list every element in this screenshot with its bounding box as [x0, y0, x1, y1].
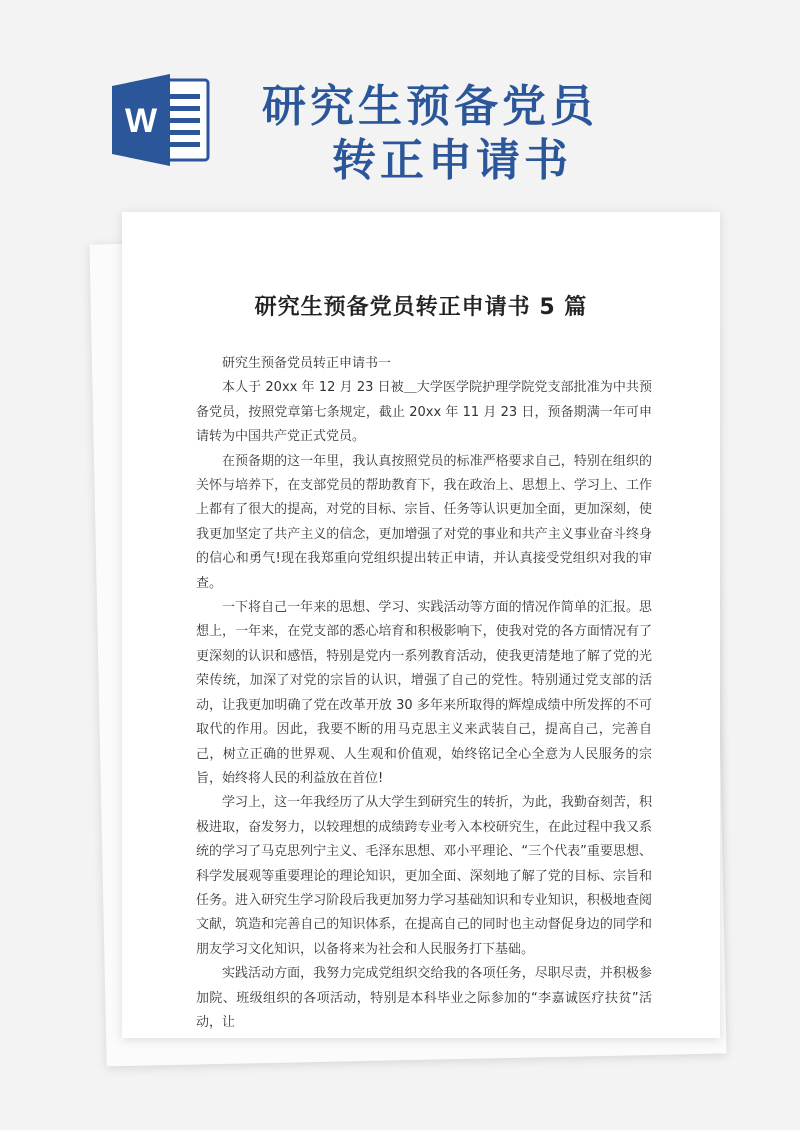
paragraph: 实践活动方面，我努力完成党组织交给我的各项任务，尽职尽责，并积极参加院、班级组织的各项活动，特别是本科毕业之际参加的“李嘉诚医疗扶贫”活动，让 — [196, 966, 652, 1030]
header-banner — [0, 0, 800, 210]
paragraph: 学习上，这一年我经历了从大学生到研究生的转折，为此，我勤奋刻苦，积极进取，奋发努力，以较理想的成绩跨专业考入本校研究生，在此过程中我又系统的学习了马克思列宁主义、毛泽东思想、邓小平理论、“三个代表”重要思想、科学发展观等重要理论的理论知识，更加全面、深刻地了解了党的目标、宗旨和任务。进入研究生学习阶段后我更加努力学习基础知识和专业知识，积极地查阅文献，筑造和完善自己的知识体系，在提高自己的同时也主动督促身边的同学和朋友学习文化知识，以备将来为社会和人民服务打下基础。 — [196, 795, 652, 957]
paragraph: 一下将自己一年来的思想、学习、实践活动等方面的情况作简单的汇报。思想上，一年来，在党支部的悉心培育和积极影响下，使我对党的各方面情况有了更深刻的认识和感悟，特别是党内一系列教育活动，使我更清楚地了解了党的光荣传统，加深了对党的宗旨的认识，增强了自己的党性。特别通过党支部的活动，让我更加明确了党在改革开放 30 多年来所取得的辉煌成绩中所发挥的不可取代的作用。因此，我要不断的用马克思主义来武装自己，提高自己，完善自己，树立正确的世界观、人生观和价值观，始终铭记全心全意为人民服务的宗旨，始终将人民的利益放在首位! — [196, 600, 652, 786]
paragraph: 本人于 20xx 年 12 月 23 日被＿大学医学院护理学院党支部批准为中共预备党员，按照党章第七条规定，截止 20xx 年 11 月 23 日，预备期满一年可申请转为中国共产党正式党员。 — [196, 380, 652, 445]
header-title-line1: 研究生预备党员 — [262, 81, 598, 132]
paragraph: 研究生预备党员转正申请书一 — [222, 356, 392, 371]
document-title: 研究生预备党员转正申请书 5 篇 — [254, 295, 588, 320]
svg-text:W: W — [124, 102, 158, 140]
document-body — [196, 352, 652, 1035]
document-page — [122, 212, 720, 1038]
word-doc-icon — [112, 72, 212, 168]
paragraph: 在预备期的这一年里，我认真按照党员的标准严格要求自己，特别在组织的关怀与培养下，在支部党员的帮助教育下，我在政治上、思想上、学习上、工作上都有了很大的提高，对党的目标、宗旨、任务等认识更加全面，更加深刻，使我更加坚定了共产主义的信念，更加增强了对党的事业和共产主义事业奋斗终身的信心和勇气!现在我郑重向党组织提出转正申请，并认真接受党组织对我的审查。 — [196, 453, 652, 591]
header-title-line2: 转正申请书 — [332, 135, 572, 186]
